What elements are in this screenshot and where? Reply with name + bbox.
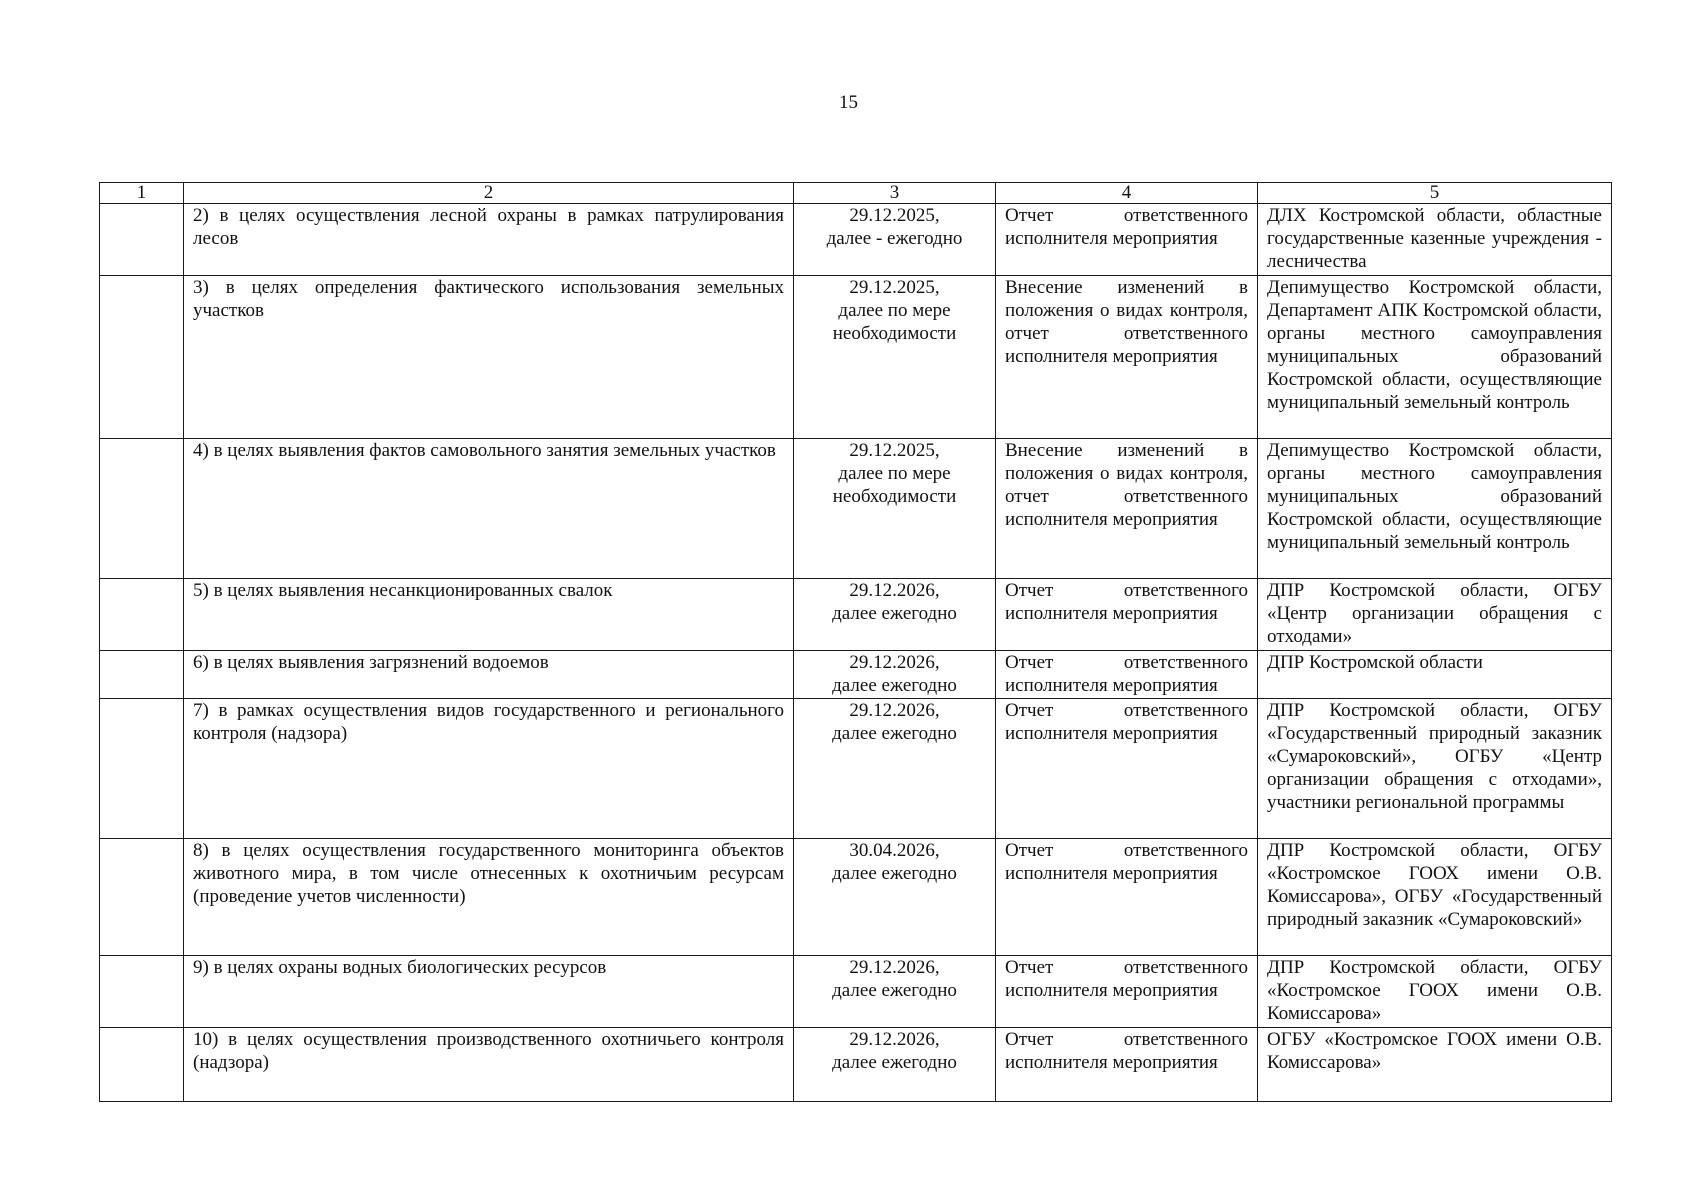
row-number-cell [100,276,184,439]
deadline-cell [794,699,996,839]
result-cell: Отчет ответственного исполнителя мероприятия [996,204,1258,276]
deadline-line: далее ежегодно [832,675,957,696]
result-cell: Отчет ответственного исполнителя мероприятия [996,651,1258,699]
deadline-cell [794,839,996,956]
header-cell: 3 [794,183,996,204]
result-cell: Отчет ответственного исполнителя мероприятия [996,956,1258,1028]
measure-cell: 2) в целях осуществления лесной охраны в рамках патрулирования лесов [184,204,794,276]
deadline-cell [794,956,996,1028]
table-header-row [100,183,1612,204]
table-row [100,699,1612,839]
table-row [100,1028,1612,1102]
deadline-line: далее ежегодно [832,603,957,624]
deadline-line: 29.12.2025, [849,205,940,226]
deadline-line: необходимости [832,486,957,507]
row-number-cell [100,699,184,839]
measures-table [99,182,1612,1102]
row-number-cell [100,579,184,651]
deadline-line: 29.12.2026, [849,1029,940,1050]
measure-cell: 4) в целях выявления фактов самовольного занятия земельных участков [184,439,794,579]
measure-cell: 10) в целях осуществления производственного охотничьего контроля (надзора) [184,1028,794,1102]
responsible-cell: Депимущество Костромской области, органы местного самоуправления муниципальных образований Костромской области, осуществляющие муниципальный земельный контроль [1258,439,1612,579]
responsible-cell: ОГБУ «Костромское ГООХ имени О.В. Комиссарова» [1258,1028,1612,1102]
deadline-line: далее ежегодно [832,1052,957,1073]
deadline-line: далее ежегодно [832,863,957,884]
header-cell: 1 [100,183,184,204]
responsible-cell: ДПР Костромской области, ОГБУ «Центр организации обращения с отходами» [1258,579,1612,651]
deadline-line: 29.12.2026, [849,652,940,673]
deadline-line: 29.12.2026, [849,700,940,721]
deadline-line: 30.04.2026, [849,840,940,861]
table-row [100,956,1612,1028]
row-number-cell [100,1028,184,1102]
page-number: 15 [839,92,858,113]
header-cell: 2 [184,183,794,204]
responsible-cell: Депимущество Костромской области, Департамент АПК Костромской области, органы местного самоуправления муниципальных образований Костромской области, осуществляющие муниципальный земельный контроль [1258,276,1612,439]
measure-cell: 5) в целях выявления несанкционированных свалок [184,579,794,651]
result-cell: Отчет ответственного исполнителя мероприятия [996,1028,1258,1102]
responsible-cell: ДПР Костромской области, ОГБУ «Костромское ГООХ имени О.В. Комиссарова» [1258,956,1612,1028]
deadline-cell [794,276,996,439]
deadline-line: далее по мере [838,300,951,321]
table-row [100,276,1612,439]
deadline-cell [794,579,996,651]
deadline-cell [794,651,996,699]
deadline-line: далее ежегодно [832,980,957,1001]
result-cell: Отчет ответственного исполнителя мероприятия [996,699,1258,839]
deadline-cell [794,1028,996,1102]
measure-cell: 3) в целях определения фактического использования земельных участков [184,276,794,439]
responsible-cell: ДПР Костромской области, ОГБУ «Государственный природный заказник «Сумароковский», ОГБУ «Центр организации обращения с отходами», участники региональной программы [1258,699,1612,839]
responsible-cell: ДПР Костромской области, ОГБУ «Костромское ГООХ имени О.В. Комиссарова», ОГБУ «Государственный природный заказник «Сумароковский» [1258,839,1612,956]
row-number-cell [100,204,184,276]
deadline-cell [794,439,996,579]
header-cell: 5 [1258,183,1612,204]
deadline-line: 29.12.2025, [849,277,940,298]
deadline-line: необходимости [832,323,957,344]
table-row [100,839,1612,956]
measure-cell: 7) в рамках осуществления видов государственного и регионального контроля (надзора) [184,699,794,839]
deadline-line: 29.12.2026, [849,957,940,978]
measure-cell: 6) в целях выявления загрязнений водоемов [184,651,794,699]
row-number-cell [100,651,184,699]
row-number-cell [100,839,184,956]
table-row [100,651,1612,699]
deadline-line: далее ежегодно [832,723,957,744]
table-row [100,204,1612,276]
result-cell: Внесение изменений в положения о видах контроля, отчет ответственного исполнителя мероприятия [996,276,1258,439]
result-cell: Отчет ответственного исполнителя мероприятия [996,839,1258,956]
deadline-line: далее по мере [838,463,951,484]
measure-cell: 8) в целях осуществления государственного мониторинга объектов животного мира, в том числе отнесенных к охотничьим ресурсам (проведение учетов численности) [184,839,794,956]
row-number-cell [100,956,184,1028]
result-cell: Внесение изменений в положения о видах контроля, отчет ответственного исполнителя мероприятия [996,439,1258,579]
deadline-cell [794,204,996,276]
deadline-line: 29.12.2025, [849,440,940,461]
result-cell: Отчет ответственного исполнителя мероприятия [996,579,1258,651]
responsible-cell: ДЛХ Костромской области, областные государственные казенные учреждения - лесничества [1258,204,1612,276]
row-number-cell [100,439,184,579]
measure-cell: 9) в целях охраны водных биологических ресурсов [184,956,794,1028]
deadline-line: 29.12.2026, [849,580,940,601]
header-cell: 4 [996,183,1258,204]
table-row [100,439,1612,579]
table-row [100,579,1612,651]
deadline-line: далее - ежегодно [826,228,963,249]
responsible-cell: ДПР Костромской области [1258,651,1612,699]
